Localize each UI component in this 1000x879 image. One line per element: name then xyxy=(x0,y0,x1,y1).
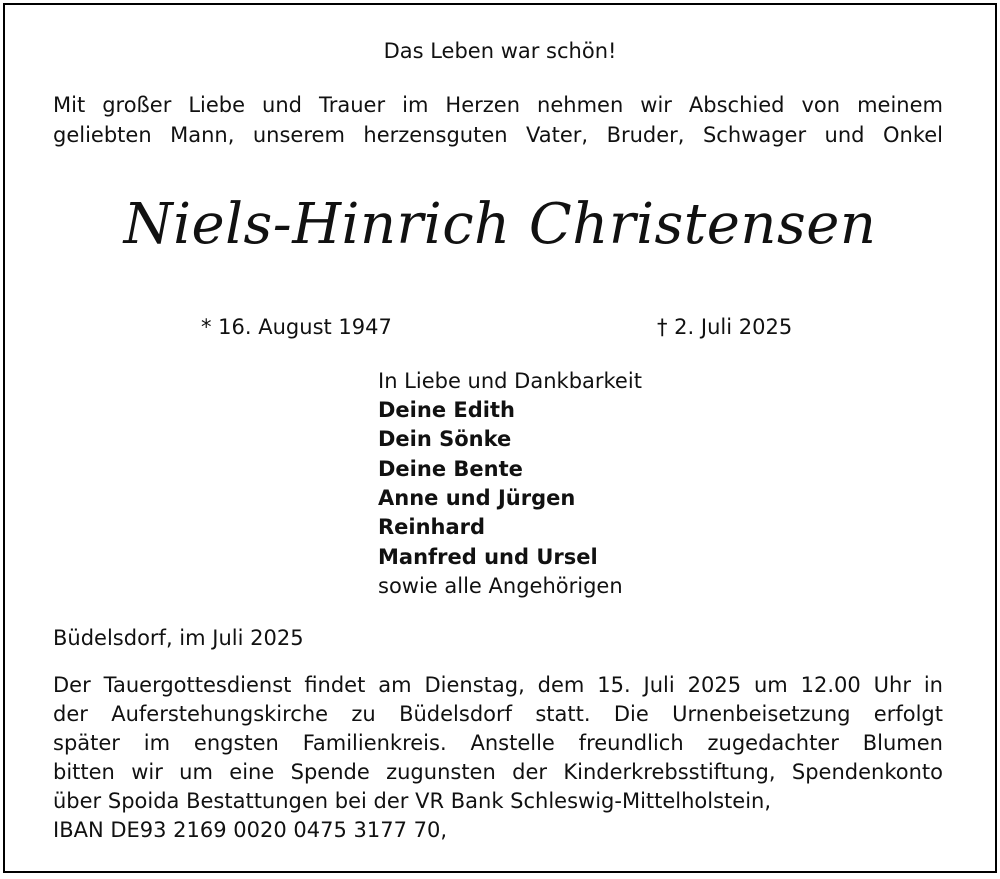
notice-line: bitten wir um eine Spende zugunsten der Kinderkrebsstiftung, Spendenkonto xyxy=(53,760,943,784)
family-member: Anne und Jürgen xyxy=(378,486,576,510)
family-member: Dein Sönke xyxy=(378,427,512,451)
motto: Das Leben war schön! xyxy=(383,39,617,63)
family-member: Deine Bente xyxy=(378,457,523,481)
notice-line: der Auferstehungskirche zu Büdelsdorf statt. Die Urnenbeisetzung erfolgt xyxy=(53,702,943,726)
notice-line: Der Tauergottesdienst findet am Dienstag, dem 15. Juli 2025 um 12.00 Uhr in xyxy=(53,673,943,697)
deceased-name: Niels-Hinrich Christensen xyxy=(123,192,877,257)
notice-line: später im engsten Familienkreis. Anstelle freundlich zugedachter Blumen xyxy=(53,731,943,755)
family-member: Manfred und Ursel xyxy=(378,545,598,569)
notice-line: über Spoida Bestattungen bei der VR Bank Schleswig-Mittelholstein, xyxy=(53,789,772,813)
place-date: Büdelsdorf, im Juli 2025 xyxy=(53,626,304,650)
birth-date: * 16. August 1947 xyxy=(201,315,392,339)
death-date: † 2. Juli 2025 xyxy=(657,315,793,339)
family-member: Reinhard xyxy=(378,515,486,539)
intro-line: Mit großer Liebe und Trauer im Herzen nehmen wir Abschied von meinem xyxy=(53,93,943,117)
family-intro: In Liebe und Dankbarkeit xyxy=(378,369,642,393)
family-member: Deine Edith xyxy=(378,398,515,422)
family-outro: sowie alle Angehörigen xyxy=(378,574,623,598)
obituary-card xyxy=(3,3,997,873)
intro-line: geliebten Mann, unserem herzensguten Vater, Bruder, Schwager und Onkel xyxy=(53,123,943,147)
notice-line: IBAN DE93 2169 0020 0475 3177 70, xyxy=(53,818,448,842)
